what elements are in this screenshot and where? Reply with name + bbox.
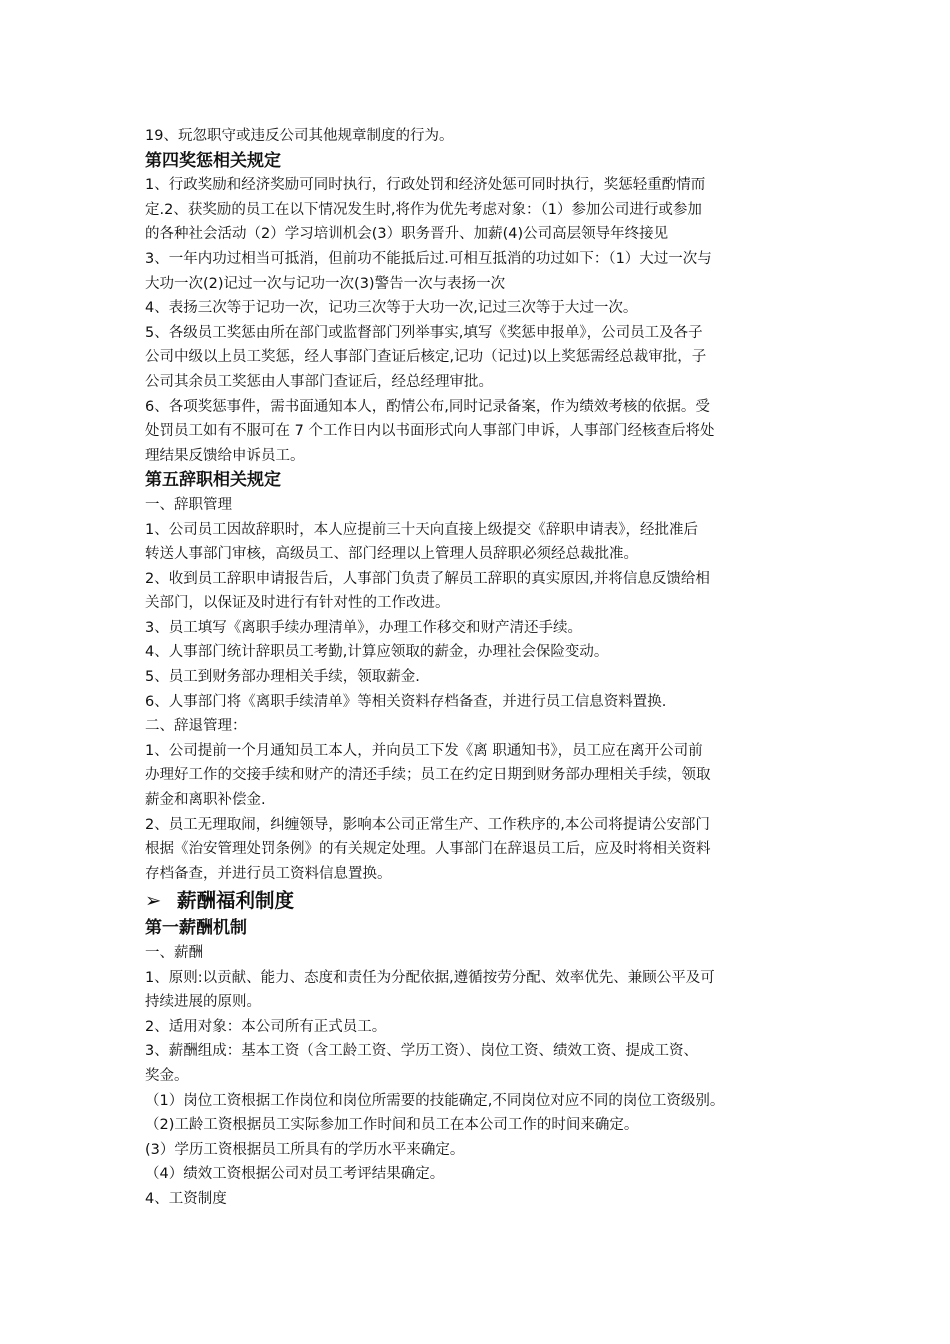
text-line: 3、一年内功过相当可抵消，但前功不能抵后过.可相互抵消的功过如下：（1）大过一次与 bbox=[145, 250, 712, 267]
text-line: （2)工龄工资根据员工实际参加工作时间和员工在本公司工作的时间来确定。 bbox=[145, 1117, 639, 1134]
chapter-heading-text: 薪酬福利制度 bbox=[177, 889, 295, 913]
text-line: 3、薪酬组成：基本工资（含工龄工资、学历工资）、岗位工资、绩效工资、提成工资、 bbox=[145, 1043, 698, 1060]
text-line: 19、玩忽职守或违反公司其他规章制度的行为。 bbox=[145, 128, 454, 144]
text-line: 的各种社会活动（2）学习培训机会(3）职务晋升、加薪(4)公司高层领导年终接见 bbox=[145, 226, 669, 243]
text-line: 1、行政奖励和经济奖励可同时执行，行政处罚和经济处惩可同时执行，奖惩轻重酌情而 bbox=[145, 177, 706, 194]
text-line: 2、收到员工辞职申请报告后，人事部门负责了解员工辞职的真实原因,并将信息反馈给相 bbox=[145, 570, 710, 587]
text-line: 存档备查，并进行员工资料信息置换。 bbox=[145, 865, 392, 882]
text-line: 5、员工到财务部办理相关手续，领取薪金. bbox=[145, 669, 420, 686]
section-heading: 第一薪酬机制 bbox=[145, 918, 247, 939]
text-line: 4、人事部门统计辞职员工考勤,计算应领取的薪金，办理社会保险变动。 bbox=[145, 644, 609, 661]
chapter-heading bbox=[145, 886, 810, 916]
text-line: (3）学历工资根据员工所具有的学历水平来确定。 bbox=[145, 1141, 465, 1158]
section-heading: 第五辞职相关规定 bbox=[145, 470, 281, 491]
text-line: （4）绩效工资根据公司对员工考评结果确定。 bbox=[145, 1166, 445, 1183]
text-line: （1）岗位工资根据工作岗位和岗位所需要的技能确定,不同岗位对应不同的岗位工资级别。 bbox=[145, 1092, 725, 1109]
text-line: 办理好工作的交接手续和财产的清还手续；员工在约定日期到财务部办理相关手续，领取 bbox=[145, 767, 711, 784]
text-line: 6、各项奖惩事件，需书面通知本人，酌情公布,同时记录备案，作为绩效考核的依据。受 bbox=[145, 398, 710, 415]
text-line: 定.2、获奖励的员工在以下情况发生时,将作为优先考虑对象：（1）参加公司进行或参加 bbox=[145, 201, 702, 218]
text-line: 处罚员工如有不服可在 7 个工作日内以书面形式向人事部门申诉，人事部门经核查后将处 bbox=[145, 423, 715, 440]
text-line: 4、工资制度 bbox=[145, 1190, 227, 1207]
text-line: 5、各级员工奖惩由所在部门或监督部门列举事实,填写《奖惩申报单》，公司员工及各子 bbox=[145, 324, 703, 341]
text-line: 1、公司提前一个月通知员工本人，并向员工下发《离 职通知书》，员工应在离开公司前 bbox=[145, 742, 703, 759]
document-page bbox=[145, 124, 810, 1212]
text-line: 2、员工无理取闹，纠缠领导，影响本公司正常生产、工作秩序的,本公司将提请公安部门 bbox=[145, 816, 710, 833]
text-line: 3、员工填写《离职手续办理清单》，办理工作移交和财产清还手续。 bbox=[145, 619, 582, 636]
text-line: 关部门，以保证及时进行有针对性的工作改进。 bbox=[145, 595, 450, 612]
text-line: 1、原则:以贡献、能力、态度和责任为分配依据,遵循按劳分配、效率优先、兼顾公平及可 bbox=[145, 969, 715, 986]
text-line: 公司其余员工奖惩由人事部门查证后，经总经理审批。 bbox=[145, 373, 493, 390]
text-line: 4、表扬三次等于记功一次，记功三次等于大功一次,记过三次等于大过一次。 bbox=[145, 300, 638, 317]
text-line: 一、辞职管理 bbox=[145, 496, 232, 513]
text-line: 公司中级以上员工奖惩，经人事部门查证后核定,记功（记过)以上奖惩需经总裁审批，子 bbox=[145, 349, 707, 366]
section-heading: 第四奖惩相关规定 bbox=[145, 150, 281, 171]
text-line: 2、适用对象：本公司所有正式员工。 bbox=[145, 1018, 387, 1035]
text-line: 6、人事部门将《离职手续清单》等相关资料存档备查，并进行员工信息资料置换. bbox=[145, 693, 667, 710]
text-line: 持续进展的原则。 bbox=[145, 994, 261, 1011]
text-line: 转送人事部门审核，高级员工、部门经理以上管理人员辞职必须经总裁批准。 bbox=[145, 546, 638, 563]
text-line: 二、辞退管理： bbox=[145, 718, 247, 735]
text-line: 一、薪酬 bbox=[145, 945, 203, 961]
text-line: 奖金。 bbox=[145, 1067, 189, 1084]
text-line: 根据《治安管理处罚条例》的有关规定处理。人事部门在辞退员工后，应及时将相关资料 bbox=[145, 841, 711, 858]
text-line: 薪金和离职补偿金. bbox=[145, 792, 266, 809]
text-line: 大功一次(2)记过一次与记功一次(3)警告一次与表扬一次 bbox=[145, 275, 506, 292]
text-line: 1、公司员工因故辞职时，本人应提前三十天向直接上级提交《辞职申请表》，经批准后 bbox=[145, 521, 698, 538]
text-line: 理结果反馈给申诉员工。 bbox=[145, 447, 305, 464]
arrow-bullet-icon: ➢ bbox=[145, 889, 162, 913]
